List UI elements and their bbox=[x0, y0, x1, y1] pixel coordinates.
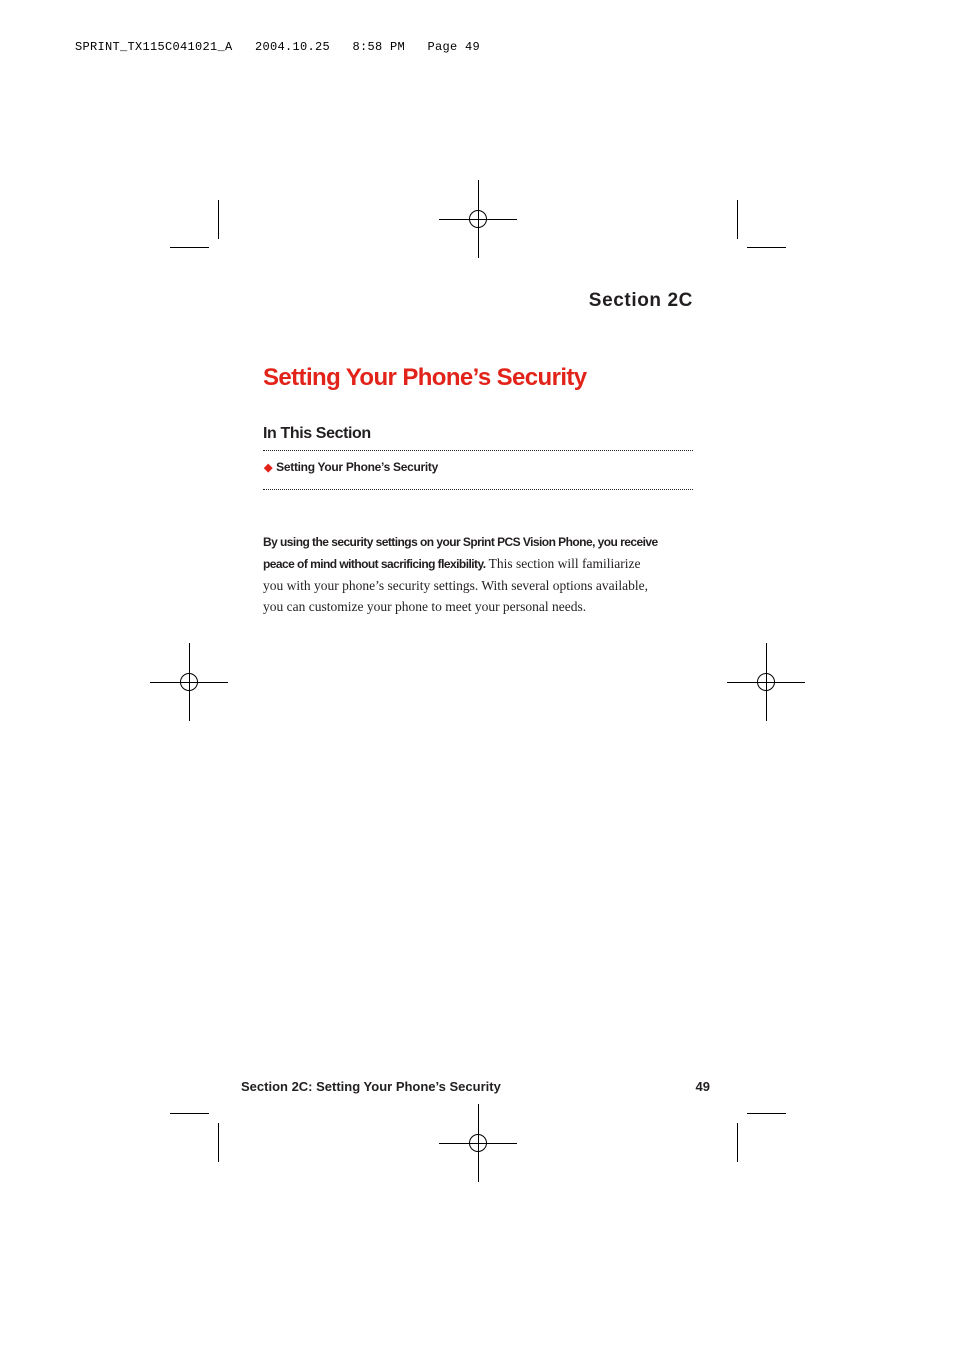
crop-mark-top-left-vertical bbox=[218, 200, 219, 239]
section-label: Section 2C bbox=[588, 290, 693, 311]
registration-mark-left bbox=[150, 643, 228, 721]
crop-mark-top-right-vertical bbox=[737, 200, 738, 239]
registration-mark-bottom bbox=[439, 1104, 517, 1182]
crop-mark-top-left-horizontal bbox=[170, 247, 209, 248]
intro-lead: By using the security settings on your Sprint PCS Vision Phone, you receive peace of mind without sacrificing flexibility. bbox=[263, 535, 658, 571]
registration-mark-right bbox=[727, 643, 805, 721]
intro-paragraph bbox=[263, 531, 663, 617]
toc-bottom-divider bbox=[263, 489, 693, 490]
page-number: 49 bbox=[695, 1079, 710, 1094]
footer-title: Section 2C: Setting Your Phone’s Security bbox=[241, 1079, 501, 1094]
toc-item[interactable] bbox=[264, 460, 438, 474]
crop-mark-bottom-left-vertical bbox=[218, 1123, 219, 1162]
toc-item-label: Setting Your Phone’s Security bbox=[276, 460, 438, 474]
page-title: Setting Your Phone’s Security bbox=[263, 364, 587, 392]
crop-mark-bottom-left-horizontal bbox=[170, 1113, 209, 1114]
crop-mark-top-right-horizontal bbox=[747, 247, 786, 248]
diamond-bullet-icon: ◆ bbox=[264, 462, 273, 474]
crop-mark-bottom-right-horizontal bbox=[747, 1113, 786, 1114]
intro-body: This section will familiarize you with your phone’s security settings. With several options available, you can customize your phone to meet your personal needs. bbox=[263, 556, 649, 614]
printer-slug: SPRINT_TX115C041021_A 2004.10.25 8:58 PM Page 49 bbox=[75, 40, 481, 54]
in-this-section-heading: In This Section bbox=[263, 425, 371, 442]
registration-mark-top bbox=[439, 180, 517, 258]
crop-mark-bottom-right-vertical bbox=[737, 1123, 738, 1162]
toc-top-divider bbox=[263, 450, 693, 451]
